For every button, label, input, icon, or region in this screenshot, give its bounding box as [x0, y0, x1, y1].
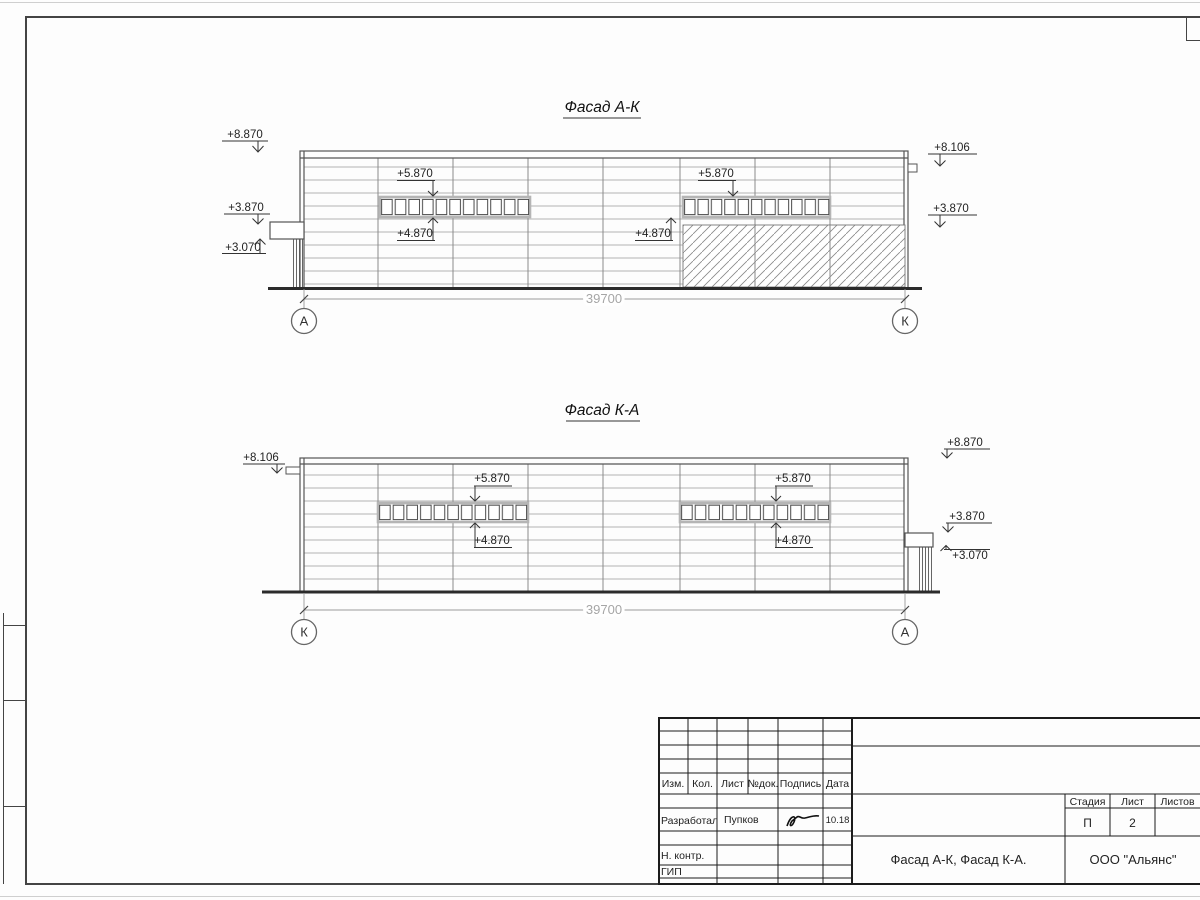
roof-tab-right	[908, 164, 917, 172]
canopy-support-lines	[294, 239, 303, 288]
siding-lines	[304, 475, 904, 579]
sheet-bottom-edge	[0, 896, 1200, 897]
sheet-value: 2	[1129, 816, 1136, 830]
svg-text:+8.870: +8.870	[947, 437, 983, 449]
facade-ka-title: Фасад К-А	[564, 402, 640, 419]
window-level-mark	[470, 473, 512, 501]
col-header-date: Дата	[825, 778, 850, 790]
hatched-panel-pattern	[683, 225, 905, 287]
corner-stamp-box-left	[1186, 16, 1187, 40]
svg-text:+5.870: +5.870	[775, 473, 811, 485]
window-level-mark	[397, 218, 438, 241]
ncontr-role: Н. контр.	[661, 850, 705, 862]
svg-text:+4.870: +4.870	[635, 228, 671, 240]
axis-marker-right	[893, 309, 918, 334]
svg-text:+5.870: +5.870	[474, 473, 510, 485]
col-header-sign: Подпись	[779, 778, 822, 790]
building-outline	[300, 458, 908, 592]
window-level-mark	[771, 473, 813, 501]
dimension-text: 39700	[585, 291, 623, 306]
axis-marker-left	[292, 309, 317, 334]
frame-left-column-divider	[3, 625, 26, 626]
canopy-left	[270, 222, 304, 239]
svg-text:+3.870: +3.870	[949, 511, 985, 523]
col-header-kol: Кол.	[692, 778, 713, 790]
elevation-mark	[222, 129, 268, 152]
company-name: ООО "Альянс"	[1089, 852, 1177, 867]
axis-letter: К	[901, 313, 909, 329]
axis-letter: А	[299, 313, 309, 329]
facade-ak-drawing	[180, 85, 1040, 350]
svg-text:+3.070: +3.070	[952, 550, 988, 562]
elevation-mark	[222, 239, 266, 254]
elevation-mark	[943, 511, 993, 532]
window-band-left	[378, 503, 528, 522]
developed-role: Разработал	[661, 815, 719, 827]
svg-text:+8.870: +8.870	[227, 129, 263, 141]
axis-letter: К	[300, 624, 308, 640]
facade-ak-title: Фасад А-К	[564, 99, 640, 116]
stage-value: П	[1083, 816, 1092, 830]
svg-text:+5.870: +5.870	[698, 168, 734, 180]
window-level-mark	[698, 168, 738, 196]
axis-letter: А	[900, 624, 910, 640]
sheets-label: Листов	[1160, 796, 1195, 808]
elevation-mark	[224, 202, 270, 224]
corner-stamp-box-bottom	[1186, 40, 1200, 41]
frame-top	[25, 16, 1200, 18]
canopy-right	[905, 533, 933, 547]
svg-text:+4.870: +4.870	[474, 535, 510, 547]
elevation-mark	[928, 203, 977, 227]
svg-text:+8.106: +8.106	[934, 142, 970, 154]
sheet-label: Лист	[1121, 796, 1144, 808]
stage-label: Стадия	[1069, 796, 1106, 808]
elevation-mark	[928, 142, 977, 166]
svg-text:+3.070: +3.070	[225, 242, 261, 254]
axis-marker-right	[893, 620, 918, 645]
sheet-top-edge	[0, 2, 1200, 3]
frame-left-column-divider	[3, 700, 26, 701]
frame-left	[25, 16, 27, 885]
canopy-support-lines	[920, 547, 932, 591]
col-header-list: Лист	[721, 778, 744, 790]
developed-name: Пупков	[724, 814, 759, 826]
gip-role: ГИП	[661, 866, 682, 878]
document-title: Фасад А-К, Фасад К-А.	[890, 852, 1027, 867]
elevation-mark	[243, 452, 285, 473]
developed-signature	[787, 816, 819, 826]
window-band-left	[380, 197, 530, 217]
axis-marker-left	[292, 620, 317, 645]
col-header-ndoc: №док.	[747, 778, 779, 790]
elevation-mark	[942, 437, 991, 458]
facade-ka-drawing	[180, 395, 1040, 660]
title-block	[658, 717, 1200, 886]
svg-text:+3.870: +3.870	[933, 203, 969, 215]
col-header-izm: Изм.	[661, 778, 685, 790]
window-band-right	[683, 197, 830, 217]
window-level-mark	[635, 218, 676, 241]
window-band-right	[680, 503, 830, 522]
elevation-mark	[941, 546, 991, 563]
panel-joints	[378, 464, 830, 591]
svg-text:+5.870: +5.870	[397, 168, 433, 180]
dimension-text: 39700	[585, 602, 623, 617]
roof-tab-left	[286, 467, 300, 474]
window-level-mark	[397, 168, 438, 196]
developed-date: 10.18	[825, 815, 850, 826]
svg-text:+8.106: +8.106	[243, 452, 279, 464]
svg-text:+4.870: +4.870	[775, 535, 811, 547]
frame-left-column-divider	[3, 806, 26, 807]
svg-text:+4.870: +4.870	[397, 228, 433, 240]
frame-left-column-line	[3, 613, 4, 884]
svg-text:+3.870: +3.870	[228, 202, 264, 214]
